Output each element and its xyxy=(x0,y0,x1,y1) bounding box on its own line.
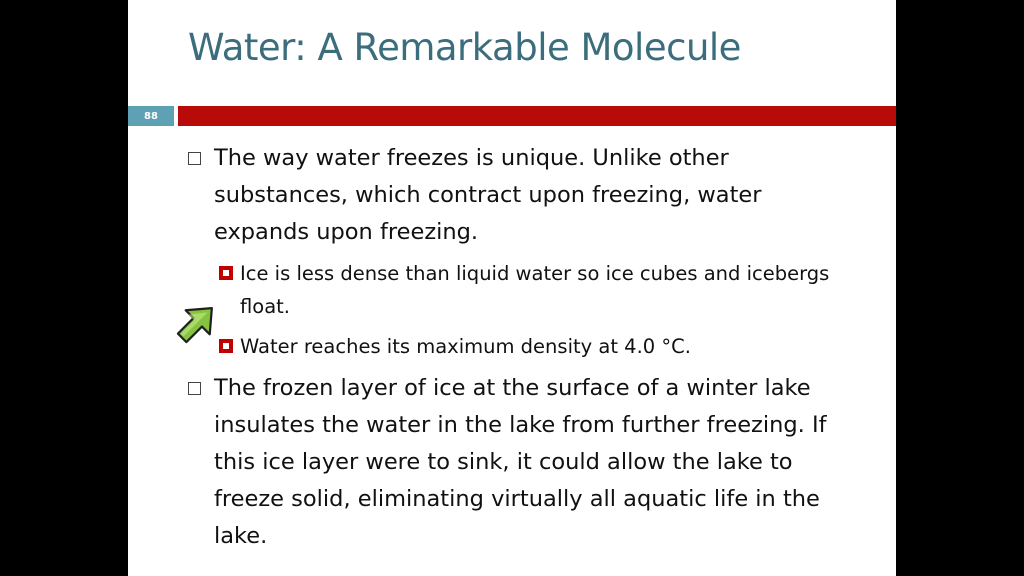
sub-bullet-text: Ice is less dense than liquid water so ice cubes and icebergs float. xyxy=(240,262,830,318)
sub-bullet-item xyxy=(240,330,840,363)
sub-bullet-item xyxy=(240,257,840,323)
hollow-square-bullet-icon xyxy=(188,152,201,165)
sub-bullet-text: Water reaches its maximum density at 4.0 °C. xyxy=(240,335,691,358)
bullet-item xyxy=(214,370,854,555)
green-arrow-pointer-icon xyxy=(172,298,222,348)
bullet-text: The frozen layer of ice at the surface of a winter lake insulates the water in the lake from further freezing. If this ice layer were to sink, it could allow the lake to freeze solid, eliminating virtually all aquatic life in the lake. xyxy=(214,375,827,549)
red-square-bullet-icon xyxy=(219,266,233,280)
title-divider-bar xyxy=(178,106,896,126)
hollow-square-bullet-icon xyxy=(188,382,201,395)
bullet-item xyxy=(214,140,854,251)
bullet-text: The way water freezes is unique. Unlike other substances, which contract upon freezing, water expands upon freezing. xyxy=(214,145,762,245)
slide xyxy=(128,0,896,576)
slide-title: Water: A Remarkable Molecule xyxy=(188,26,741,69)
slide-number: 88 xyxy=(128,106,174,126)
